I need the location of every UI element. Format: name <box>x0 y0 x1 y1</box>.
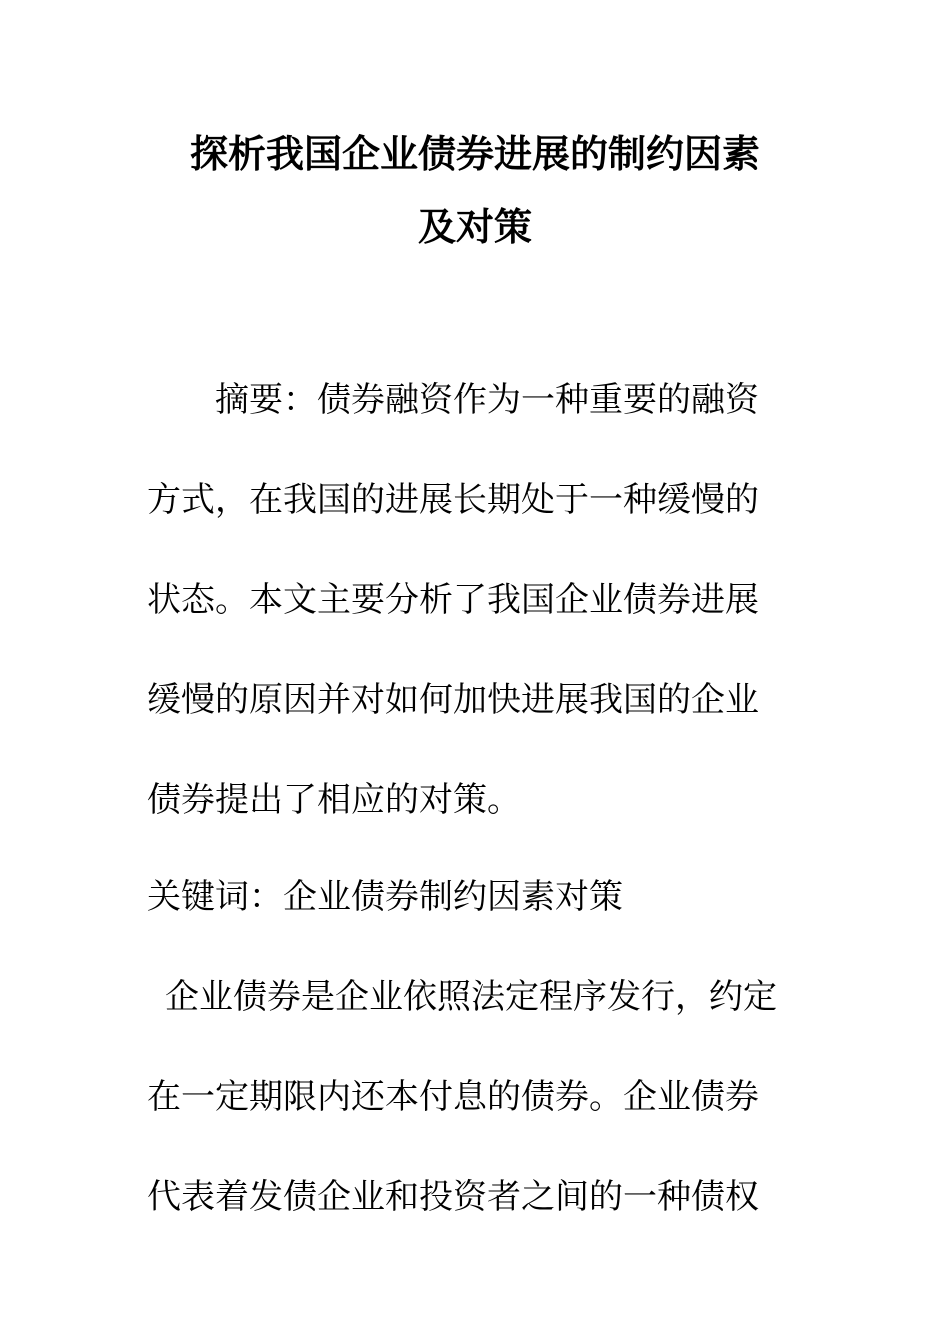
body-paragraph-line: 代表着发债企业和投资者之间的一种债权 <box>147 1177 759 1217</box>
abstract-line: 债券提出了相应的对策。 <box>147 780 521 820</box>
body-paragraph-line: 企业债券是企业依照法定程序发行，约定 <box>165 977 777 1017</box>
abstract-line: 缓慢的原因并对如何加快进展我国的企业 <box>147 680 759 720</box>
abstract-line: 摘要：债券融资作为一种重要的融资 <box>215 380 759 420</box>
abstract-line: 状态。本文主要分析了我国企业债券进展 <box>147 580 759 620</box>
document-title-line-2: 及对策 <box>417 205 532 249</box>
document-title-line-1: 探析我国企业债券进展的制约因素 <box>189 132 760 176</box>
abstract-line: 方式，在我国的进展长期处于一种缓慢的 <box>147 480 759 520</box>
keywords-line: 关键词：企业债券制约因素对策 <box>147 877 623 917</box>
body-paragraph-line: 在一定期限内还本付息的债券。企业债券 <box>147 1077 759 1117</box>
